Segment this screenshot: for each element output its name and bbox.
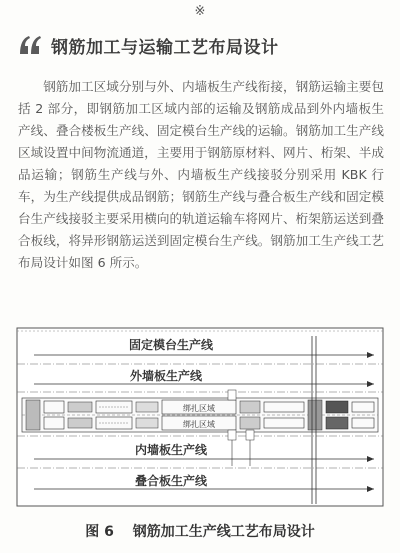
body-paragraph: 钢筋加工区域分别与外、内墙板生产线衔接，钢筋运输主要包括 2 部分，即钢筋加工区域内部的运输及钢筋成品到外内墙板生产线、叠合楼板生产线、固定模台生产线的运输。钢筋加工生产线区域设置中间物流通道，主要用于钢筋原材料、网片、桁架、半成品运输；钢筋生产线与外、内墙板生产线接驳分别采用 KBK 行车，为生产线提供成品钢筋；钢筋生产线与叠合板生产线和固定模台生产线接驳主要采用横向的轨道运输车将网片、桁架筋运送到叠合板线，将异形钢筋运送到固定模台生产线。钢筋加工生产线工艺布局设计如图 6 所示。: [18, 79, 384, 270]
exterior-wall-line-label: 外墙板生产线: [129, 369, 203, 383]
layout-diagram: [14, 326, 386, 509]
binding-zone-label-1: 绑扎区域: [183, 404, 215, 413]
interior-wall-line-label: 内墙板生产线: [134, 443, 208, 457]
binding-zone-label-2: 绑扎区域: [183, 420, 215, 429]
fixed-mold-line-label: 固定模台生产线: [128, 338, 214, 352]
quote-icon: [17, 32, 43, 58]
figure-caption: [0, 521, 400, 541]
section-heading: [17, 32, 390, 58]
page-title: 钢筋加工与运输工艺布局设计: [51, 37, 279, 58]
figure-number: 图 6: [85, 524, 114, 540]
section-mark: ※: [194, 4, 206, 19]
composite-slab-line-label: 叠合板生产线: [134, 474, 208, 488]
figure-caption-text: 钢筋加工生产线工艺布局设计: [132, 524, 315, 540]
